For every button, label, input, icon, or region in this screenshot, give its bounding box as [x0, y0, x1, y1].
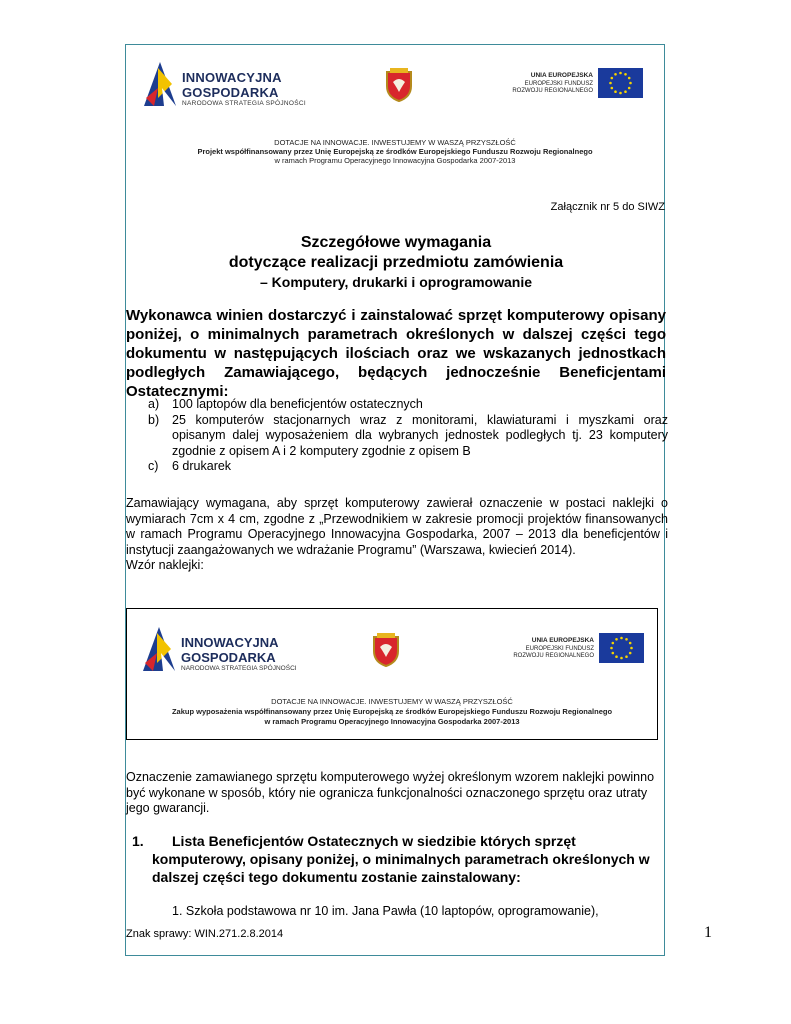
ig-line2: GOSPODARKA	[182, 85, 279, 100]
ig-emblem-icon	[139, 623, 177, 673]
header-line-1: DOTACJE NA INNOWACJE. INWESTUJEMY W WASZĄ PRZYSZŁOŚĆ	[274, 138, 516, 147]
sticker-ig-logo	[139, 623, 309, 675]
ig-line1: INNOWACYJNA	[182, 70, 282, 85]
header-line-2: Projekt współfinansowany przez Unię Europejską ze środków Europejskiego Funduszu Rozwoju Regionalnego	[197, 147, 593, 156]
sticker-ig-line3: NARODOWA STRATEGIA SPÓJNOŚCI	[181, 665, 297, 672]
page-number: 1	[704, 924, 712, 941]
list-text: 100 laptopów dla beneficjentów ostatecznych	[172, 397, 423, 411]
sticker-eu-line2: EUROPEJSKI FUNDUSZ	[525, 645, 594, 652]
section-heading	[152, 832, 672, 886]
section-1	[132, 832, 672, 886]
eu-line2: EUROPEJSKI FUNDUSZ	[524, 80, 593, 87]
title-line-3: – Komputery, drukarki i oprogramowanie	[259, 274, 533, 290]
ig-line3: NARODOWA STRATEGIA SPÓJNOŚCI	[182, 100, 306, 107]
section-number: 1.	[132, 833, 144, 849]
para1-tail: Wzór naklejki:	[126, 558, 204, 572]
intro-paragraph: Wykonawca winien dostarczyć i zainstalować sprzęt komputerowy opisany poniżej, o minimalnych parametrach określonych w dalszej części tego dokumentu w następujących ilościach oraz we wskazanych jednostkach podległych Zamawiającego, będących jednocześnie Beneficjentami Ostatecznymi:	[126, 307, 666, 400]
header-line-3: w ramach Programu Operacyjnego Innowacyjna Gospodarka 2007-2013	[274, 156, 516, 165]
eu-flag-icon	[599, 633, 644, 663]
list-marker: b)	[148, 412, 160, 427]
sticker-ig-line2: GOSPODARKA	[181, 650, 276, 665]
eu-fund-text	[500, 72, 593, 96]
marking-paragraph: Oznaczenie zamawianego sprzętu komputerowego wyżej określonym wzorem naklejki powinno być wykonane w sposób, który nie ogranicza funkcjonalności oznaczonego sprzętu oraz utraty jego gwarancji.	[126, 770, 655, 815]
annex-label: Załącznik nr 5 do SIWZ	[550, 201, 665, 213]
list-marker: c)	[148, 459, 159, 473]
sticker-funding-lines	[127, 697, 657, 727]
sticker-sample	[126, 608, 658, 740]
sticker-eu-line3: ROZWOJU REGIONALNEGO	[513, 653, 594, 659]
eu-line1: UNIA EUROPEJSKA	[530, 72, 593, 79]
quantity-list	[148, 397, 668, 475]
para1-text: Zamawiający wymagana, aby sprzęt komputerowy zawierał oznaczenie w postaci naklejki o wymiarach 7cm x 4 cm, zgodne z „Przewodnikiem w zakresie promocji projektów finansowanych w ramach Programu Operacyjnego Innowacyjna Gospodarka, 2007 – 2013 dla beneficjentów i instytucji zaangażowanych we wdrażanie Programu” (Warszawa, kwiecień 2014).	[126, 496, 668, 557]
beneficiary-item-1: 1. Szkoła podstawowa nr 10 im. Jana Pawła (10 laptopów, oprogramowanie),	[172, 904, 599, 918]
sticker-line-2: Zakup wyposażenia współfinansowany przez Unię Europejską ze środków Europejskiego Funduszu Rozwoju Regionalnego	[171, 707, 613, 716]
sticker-eu-line1: UNIA EUROPEJSKA	[531, 637, 594, 644]
city-crest-icon	[384, 66, 414, 102]
sticker-line-1: DOTACJE NA INNOWACJE. INWESTUJEMY W WASZĄ PRZYSZŁOŚĆ	[271, 697, 513, 706]
city-crest-icon	[371, 631, 401, 667]
list-item	[148, 413, 668, 460]
sticker-line-3: w ramach Programu Operacyjnego Innowacyjna Gospodarka 2007-2013	[264, 717, 520, 726]
sticker-requirement-paragraph	[126, 496, 668, 574]
case-number-footer: Znak sprawy: WIN.271.2.8.2014	[126, 928, 284, 940]
section-heading-text: Lista Beneficjentów Ostatecznych w siedzibie których sprzęt komputerowy, opisany poniżej, o minimalnych parametrach określonych w dalszej części tego dokumentu zostanie zainstalowany:	[152, 833, 650, 885]
list-marker: a)	[148, 397, 160, 411]
list-item	[148, 459, 668, 475]
list-text: 25 komputerów stacjonarnych wraz z monitorami, klawiaturami i myszkami oraz opisanym dalej wyposażeniem dla wybranych jednostek podległych tj. 23 komputery zgodnie z opisem A i 2 komputery zgodnie z opisem B	[172, 412, 668, 458]
eu-flag-icon	[598, 68, 643, 98]
title-line-2: dotyczące realizacji przedmiotu zamówienia	[228, 254, 564, 271]
sticker-ig-line1: INNOWACYJNA	[181, 635, 279, 650]
title-line-1: Szczegółowe wymagania	[300, 234, 492, 251]
ig-emblem-icon	[140, 58, 178, 108]
sticker-eu-text	[501, 637, 594, 661]
eu-line3: ROZWOJU REGIONALNEGO	[512, 88, 593, 94]
header-funding-lines	[140, 138, 650, 165]
innowacyjna-gospodarka-logo	[140, 58, 310, 110]
list-text: 6 drukarek	[172, 459, 232, 473]
list-item	[148, 397, 668, 413]
